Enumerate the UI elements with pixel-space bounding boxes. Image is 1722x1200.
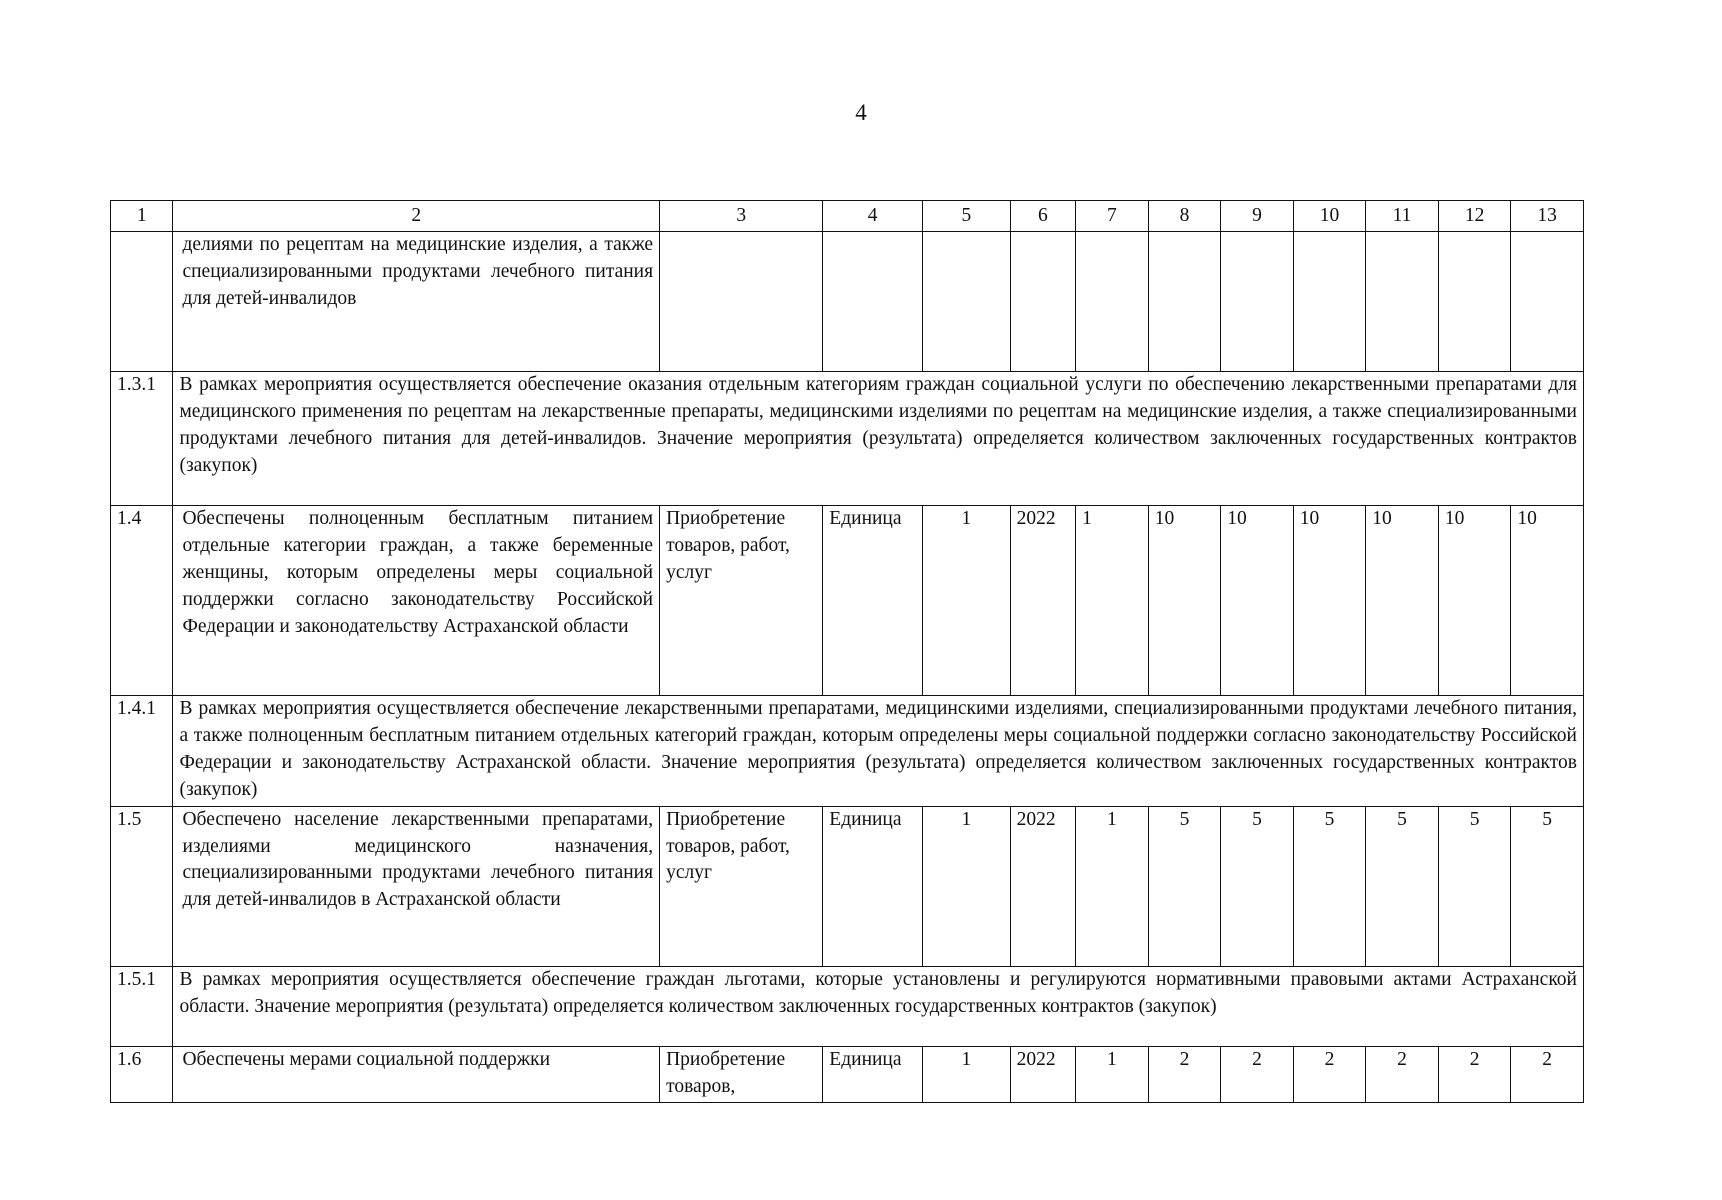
row-col8: 2 — [1148, 1046, 1221, 1103]
row-col6: 2022 — [1010, 806, 1075, 966]
row-col7: 1 — [1076, 1046, 1149, 1103]
row-unit: Единица — [823, 1046, 923, 1103]
row-col12: 5 — [1438, 806, 1511, 966]
row-col11: 5 — [1366, 806, 1439, 966]
row-col9: 10 — [1221, 506, 1294, 696]
row-col10: 5 — [1293, 806, 1366, 966]
table-row — [111, 232, 1584, 372]
row-col5: 1 — [923, 506, 1011, 696]
row-col8: 10 — [1148, 506, 1221, 696]
table-row — [111, 1046, 1584, 1103]
row-col11: 2 — [1366, 1046, 1439, 1103]
header-cell: 1 — [111, 201, 173, 232]
empty-cell — [1293, 232, 1366, 372]
row-col9: 2 — [1221, 1046, 1294, 1103]
row-col13: 2 — [1511, 1046, 1584, 1103]
row-col6: 2022 — [1010, 506, 1075, 696]
header-cell: 5 — [923, 201, 1011, 232]
row-wide-text: В рамках мероприятия осуществляется обеспечение оказания отдельным категориям граждан социальной услуги по обеспечению лекарственными препаратами для медицинского применения по рецептам на лекарственные препараты, медицинскими изделиями по рецептам на медицинские изделия, а также специализированными продуктами лечебного питания для детей-инвалидов. Значение мероприятия (результата) определяется количеством заключенных государственных контрактов (закупок) — [173, 372, 1584, 506]
row-wide-text: В рамках мероприятия осуществляется обеспечение граждан льготами, которые установлены и регулируются нормативными правовыми актами Астраханской области. Значение мероприятия (результата) определяется количеством заключенных государственных контрактов (закупок) — [173, 966, 1584, 1046]
row-wide-text: В рамках мероприятия осуществляется обеспечение лекарственными препаратами, медицинскими изделиями, специализированными продуктами лечебного питания, а также полноценным бесплатным питанием отдельных категорий граждан, которым определены меры социальной поддержки согласно законодательству Российской Федерации и законодательству Астраханской области. Значение мероприятия (результата) определяется количеством заключенных государственных контрактов (закупок) — [173, 696, 1584, 807]
header-cell: 13 — [1511, 201, 1584, 232]
empty-cell — [823, 232, 923, 372]
header-cell: 11 — [1366, 201, 1439, 232]
header-cell: 7 — [1076, 201, 1149, 232]
empty-cell — [660, 232, 823, 372]
row-description: Обеспечены полноценным бесплатным питанием отдельные категории граждан, а также беременные женщины, которым определены меры социальной поддержки согласно законодательству Российской Федерации и законодательству Астраханской области — [173, 506, 660, 696]
row-col12: 2 — [1438, 1046, 1511, 1103]
row-number: 1.5 — [111, 806, 173, 966]
row-col8: 5 — [1148, 806, 1221, 966]
table-header-row — [111, 201, 1584, 232]
row-type: Приобретение товаров, работ, услуг — [660, 806, 823, 966]
row-number: 1.6 — [111, 1046, 173, 1103]
row-type: Приобретение товаров, работ, услуг — [660, 506, 823, 696]
empty-cell — [1366, 232, 1439, 372]
table-row — [111, 966, 1584, 1046]
header-cell: 8 — [1148, 201, 1221, 232]
row-col13: 5 — [1511, 806, 1584, 966]
row-unit: Единица — [823, 506, 923, 696]
row-col11: 10 — [1366, 506, 1439, 696]
header-cell: 2 — [173, 201, 660, 232]
row-number: 1.4 — [111, 506, 173, 696]
row-col7: 1 — [1076, 506, 1149, 696]
empty-cell — [1511, 232, 1584, 372]
table-row — [111, 696, 1584, 807]
row-col7: 1 — [1076, 806, 1149, 966]
row-number: 1.5.1 — [111, 966, 173, 1046]
row-number — [111, 232, 173, 372]
row-col5: 1 — [923, 806, 1011, 966]
table-row — [111, 506, 1584, 696]
header-cell: 9 — [1221, 201, 1294, 232]
row-description: делиями по рецептам на медицинские изделия, а также специализированными продуктами лечебного питания для детей-инвалидов — [173, 232, 660, 372]
row-col6: 2022 — [1010, 1046, 1075, 1103]
row-col10: 2 — [1293, 1046, 1366, 1103]
row-col10: 10 — [1293, 506, 1366, 696]
row-description: Обеспечены мерами социальной поддержки — [173, 1046, 660, 1103]
row-col12: 10 — [1438, 506, 1511, 696]
empty-cell — [1010, 232, 1075, 372]
table-row — [111, 806, 1584, 966]
row-col9: 5 — [1221, 806, 1294, 966]
empty-cell — [1438, 232, 1511, 372]
row-number: 1.4.1 — [111, 696, 173, 807]
row-description: Обеспечено население лекарственными препаратами, изделиями медицинского назначения, специализированными продуктами лечебного питания для детей-инвалидов в Астраханской области — [173, 806, 660, 966]
row-col13: 10 — [1511, 506, 1584, 696]
row-number: 1.3.1 — [111, 372, 173, 506]
header-cell: 4 — [823, 201, 923, 232]
page-number: 4 — [855, 100, 867, 125]
empty-cell — [1221, 232, 1294, 372]
empty-cell — [923, 232, 1011, 372]
row-unit: Единица — [823, 806, 923, 966]
indicators-table — [110, 200, 1584, 1103]
row-col5: 1 — [923, 1046, 1011, 1103]
header-cell: 6 — [1010, 201, 1075, 232]
header-cell: 3 — [660, 201, 823, 232]
row-type: Приобретение товаров, — [660, 1046, 823, 1103]
empty-cell — [1076, 232, 1149, 372]
header-cell: 10 — [1293, 201, 1366, 232]
empty-cell — [1148, 232, 1221, 372]
table-row — [111, 372, 1584, 506]
header-cell: 12 — [1438, 201, 1511, 232]
